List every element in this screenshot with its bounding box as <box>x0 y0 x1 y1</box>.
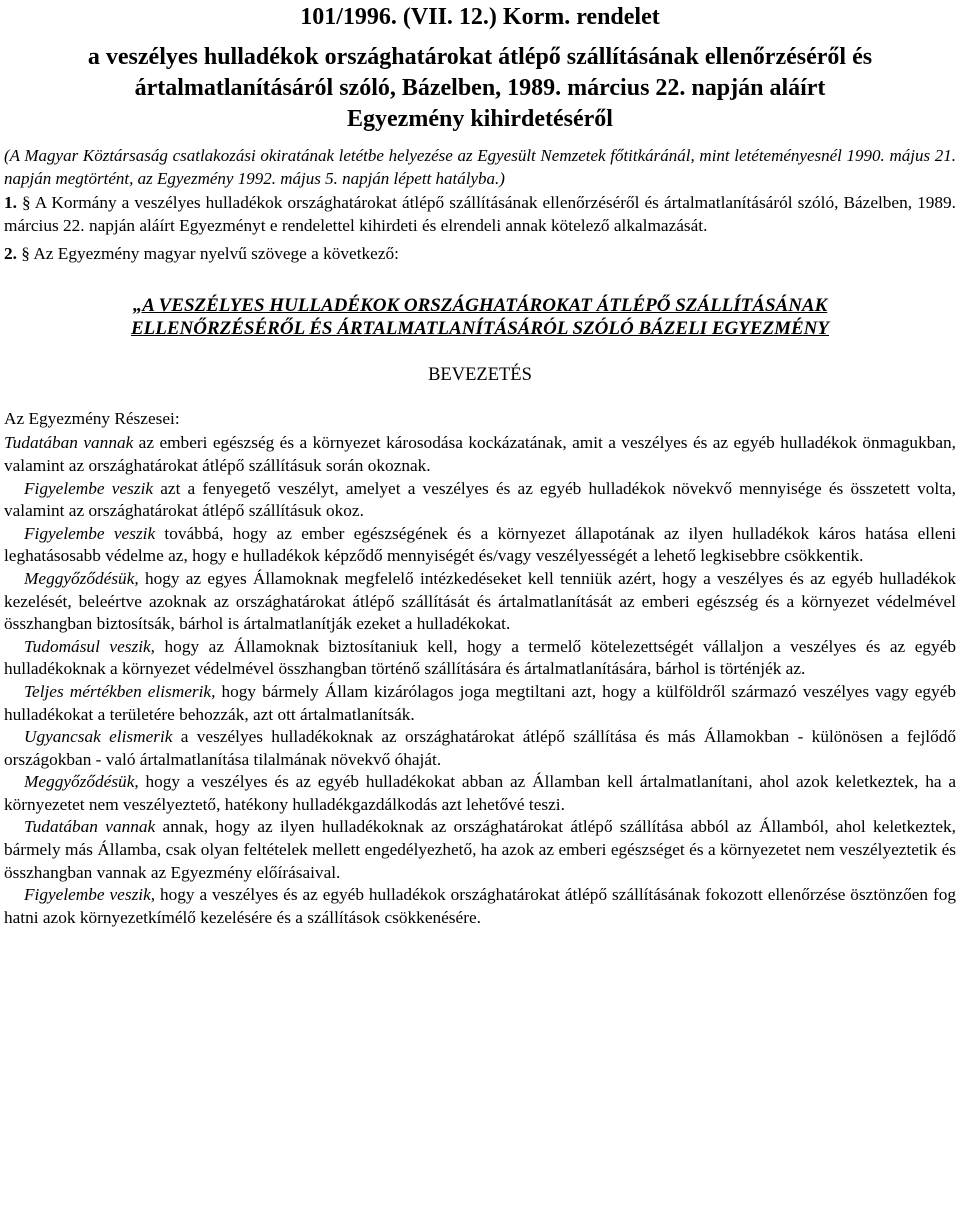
preamble-paragraph <box>4 568 956 636</box>
parties-line: Az Egyezmény Részesei: <box>4 408 180 428</box>
preamble-paragraph <box>4 726 956 771</box>
preamble-paragraph <box>4 636 956 681</box>
preamble-paragraph <box>4 523 956 568</box>
paragraph-lead: Figyelembe veszik, <box>24 885 156 905</box>
paragraph-text: annak, hogy az ilyen hulladékoknak az országhatárokat átlépő szállítása abból az Államból, ahol keletkeztek, bármely más Államba, csak olyan feltételek mellett engedélyezhető, ha azok az emberi egészséget és a környezetet nem veszélyeztetik és összhangban vannak az Egyezmény előírásaival. <box>4 817 956 882</box>
paragraph-text: hogy a veszélyes és az egyéb hulladékok országhatárokat átlépő szállításának fokozott ellenőrzése ösztönzően fog hatni azok környezetkímélő kezelésére és a szállítások csökkenésére. <box>4 885 956 927</box>
preamble-paragraph <box>4 681 956 726</box>
decree-subtitle-line: a veszélyes hulladékok országhatárokat átlépő szállításának ellenőrzéséről és <box>87 44 873 70</box>
paragraph-text: az emberi egészség és a környezet károsodása kockázatának, amit a veszélyes és az egyéb hulladékok önmagukban, valamint az országhatárokat átlépő szállításuk során okoznak. <box>4 433 956 475</box>
section-sign: § <box>22 193 31 212</box>
preamble-paragraph <box>4 432 956 477</box>
preamble-paragraph <box>4 884 956 929</box>
paragraph-lead: Ugyancsak elismerik <box>24 727 173 747</box>
paragraph-text: a veszélyes hulladékoknak az országhatárokat átlépő szállítása és más Államokban - különösen a fejlődő országokban - való ártalmatlanítása tilalmának növekvő óhaját. <box>4 727 956 769</box>
paragraph-text: hogy bármely Állam kizárólagos joga megtiltani azt, hogy a külföldről származó veszélyes vagy egyéb hulladékokat a területére behozzák, azt ott ártalmatlanítsák. <box>4 681 957 724</box>
decree-title: 101/1996. (VII. 12.) Korm. rendelet <box>300 4 660 30</box>
ratification-note: (A Magyar Köztársaság csatlakozási okiratának letétbe helyezése az Egyesült Nemzetek főtitkáránál, mint letéteményesnél 1990. május 21. napján megtörtént, az Egyezmény 1992. május 5. napján lépett hatályba.) <box>4 146 956 188</box>
paragraph-lead: Tudatában vannak <box>4 433 134 453</box>
paragraph-lead: Teljes mértékben elismerik, <box>24 681 216 701</box>
paragraph-lead: Meggyőződésük, <box>24 772 139 792</box>
decree-subtitle-line: ártalmatlanításáról szóló, Bázelben, 1989. március 22. napján aláírt <box>134 75 826 101</box>
paragraph-lead: Tudomásul veszik, <box>24 636 155 656</box>
section-text: Az Egyezmény magyar nyelvű szövege a következő: <box>33 244 399 264</box>
section-1 <box>4 192 956 237</box>
section-2 <box>4 243 956 266</box>
paragraph-text: továbbá, hogy az ember egészségének és a környezet állapotának az ilyen hulladékok káros hatása elleni leghatásosabb védelme az, hogy e hulladékok képződő mennyiségét és/vagy veszélyességét a lehető legkisebbre csökkentik. <box>4 523 957 566</box>
paragraph-lead: Tudatában vannak <box>24 817 156 837</box>
convention-title <box>4 294 956 341</box>
convention-title-line: ELLENŐRZÉSÉRŐL ÉS ÁRTALMATLANÍTÁSÁRÓL SZÓLÓ BÁZELI EGYEZMÉNY <box>130 318 829 340</box>
paragraph-text: azt a fenyegető veszélyt, amelyet a veszélyes és az egyéb hulladékok növekvő mennyisége és összetett volta, valamint az országhatárokat átlépő szállításuk okoz. <box>4 478 956 521</box>
paragraph-lead: Meggyőződésük, <box>24 568 139 588</box>
section-number: 1. <box>4 193 17 212</box>
section-sign: § <box>21 244 30 264</box>
section-text: A Kormány a veszélyes hulladékok országhatárokat átlépő szállításának ellenőrzéséről és ártalmatlanításáról szóló, Bázelben, 1989. március 22. napján aláírt Egyezményt e rendelettel kihirdeti és elrendeli annak kötelező alkalmazását. <box>4 193 956 235</box>
section-number: 2. <box>4 244 17 264</box>
decree-subtitle-line: Egyezmény kihirdetéséről <box>347 106 613 132</box>
decree-subtitle <box>4 42 956 135</box>
preamble-paragraph <box>4 771 956 816</box>
paragraph-lead: Figyelembe veszik <box>24 478 154 498</box>
paragraph-text: hogy az egyes Államoknak megfelelő intézkedéseket kell tenniük azért, hogy a veszélyes és az egyéb hulladékok kezelését, beleértve azoknak az országhatárokat átlépő szállítását és ártalmatlanítását az emberi egészség és a környezet védelmével összhangban biztosítsák, bárhol is ártalmatlanítják ezeket a hulladékokat. <box>4 568 956 634</box>
paragraph-lead: Figyelembe veszik <box>24 523 156 543</box>
preamble-paragraph <box>4 816 956 884</box>
preamble-paragraph <box>4 478 956 523</box>
paragraph-text: hogy a veszélyes és az egyéb hulladékokat abban az Államban kell ártalmatlanítani, ahol azok keletkeztek, ha a környezetet nem veszélyeztető, hatékony hulladékgazdálkodás azt lehetővé teszi. <box>4 772 956 814</box>
convention-title-line: „A VESZÉLYES HULLADÉKOK ORSZÁGHATÁROKAT ÁTLÉPŐ SZÁLLÍTÁSÁNAK <box>132 294 828 316</box>
introduction-heading: BEVEZETÉS <box>428 364 532 385</box>
paragraph-text: hogy az Államoknak biztosítaniuk kell, hogy a termelő kötelezettségét vállaljon a veszélyes és az egyéb hulladékoknak a környezet védelmével összhangban történő szállítására és ártalmatlanítására, bárhol is történjék az. <box>4 636 956 679</box>
